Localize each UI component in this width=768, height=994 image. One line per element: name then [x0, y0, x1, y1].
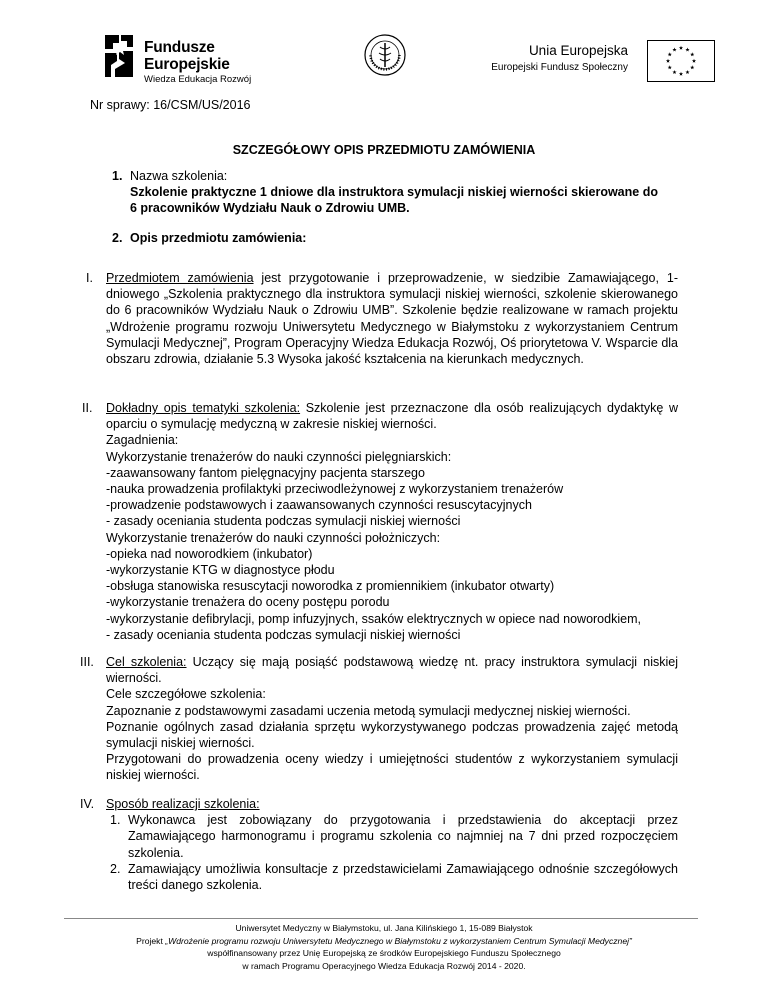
section-2-line: - zasady oceniania studenta podczas symulacji niskiej wierności — [106, 514, 461, 529]
footer-divider — [64, 918, 698, 919]
section-2-line: -obsługa stanowiska resuscytacji noworodka z promiennikiem (inkubator otwarty) — [106, 579, 555, 594]
section-3-line: Zapoznanie z podstawowymi zasadami uczenia metodą symulacji medycznej niskiej wierności. — [106, 703, 631, 718]
eu-subtitle: Europejski Fundusz Społeczny — [491, 61, 628, 73]
section-2-line: Wykorzystanie trenażerów do nauki czynności położniczych: — [106, 530, 441, 545]
section-2-body — [106, 400, 678, 643]
umb-seal-icon — [363, 33, 407, 77]
section-2-numeral: II. — [82, 401, 93, 415]
section-4-item — [110, 861, 678, 893]
eu-flag-icon — [647, 40, 715, 82]
point-1-number: 1. — [112, 169, 123, 183]
section-1-lead: Przedmiotem zamówienia — [106, 271, 254, 285]
point-2-label: Opis przedmiotu zamówienia: — [130, 231, 307, 245]
footer-cofinanced: współfinansowany przez Unię Europejską ze środków Europejskiego Funduszu Społecznego — [207, 948, 561, 959]
footer-project — [0, 935, 768, 948]
section-3-body — [106, 654, 678, 784]
section-1-body — [106, 270, 678, 367]
fe-logo-line1: Fundusze — [144, 39, 215, 56]
section-2-line: Zagadnienia: — [106, 433, 179, 448]
fe-logo-line2: Europejskie — [144, 55, 230, 73]
page-header — [0, 0, 768, 90]
section-3-line: Przygotowani do prowadzenia oceny wiedzy i umiejętności studentów z wykorzystaniem symulacji niskiej wierności. — [106, 752, 678, 783]
fundusze-europejskie-logo-icon — [103, 33, 135, 79]
eu-title: Unia Europejska — [528, 43, 628, 58]
footer-project-prefix: Projekt — [136, 935, 166, 946]
section-2-line: Wykorzystanie trenażerów do nauki czynności pielęgniarskich: — [106, 449, 452, 464]
section-3-lead: Cel szkolenia: — [106, 655, 187, 669]
section-2-line: -opieka nad noworodkiem (inkubator) — [106, 546, 313, 561]
point-1-line1: Szkolenie praktyczne 1 dniowe dla instruktora symulacji niskiej wierności skierowane do — [130, 185, 658, 200]
footer-programme: w ramach Programu Operacyjnego Wiedza Edukacja Rozwój 2014 - 2020. — [242, 960, 526, 971]
point-2-number: 2. — [112, 231, 123, 245]
section-1-text: jest przygotowanie i przeprowadzenie, w siedzibie Zamawiającego, 1-dniowego „Szkolenia praktycznego dla instruktora symulacji niskiej wierności, szkolenie skierowanego do 6 pracowników Wydziału Nauk o Zdrowiu UMB”. Szkolenie będzie realizowane w ramach projektu „Wdrożenie programu rozwoju Uniwersytetu Medycznego w Białymstoku z wykorzystaniem Centrum Symulacji Medycznej”, Program Operacyjny Wiedza Edukacja Rozwój, Oś priorytetowa V. Wsparcie dla obszaru zdrowia, działanie 5.3 Wysoka jakość kształcenia na kierunkach medycznych. — [106, 271, 678, 367]
section-1-numeral: I. — [86, 271, 93, 285]
footer-project-title: „Wdrożenie programu rozwoju Uniwersytetu Medycznego w Białymstoku z wykorzystaniem Centrum Symulacji Medycznej” — [165, 935, 632, 946]
section-2-text: Szkolenie jest przeznaczone dla osób realizujących dydaktykę w oparciu o symulację medyczną w zakresie niskiej wierności. — [106, 401, 678, 432]
section-2-line: -nauka prowadzenia profilaktyki przeciwodleżynowej z wykorzystaniem trenażerów — [106, 482, 564, 497]
fe-logo-line3: Wiedza Edukacja Rozwój — [144, 74, 252, 85]
section-3-text: Uczący się mają posiąść podstawową wiedzę nt. pracy instruktora symulacji niskiej wierności. — [106, 655, 678, 686]
footer-address: Uniwersytet Medyczny w Białymstoku, ul. Jana Kilińskiego 1, 15-089 Białystok — [235, 923, 533, 933]
section-4-item-text: Zamawiający umożliwia konsultacje z przedstawicielami Zamawiającego odnośnie szczegółowych treści danego szkolenia. — [128, 861, 678, 893]
page-footer — [0, 922, 768, 972]
section-3-line: Poznanie ogólnych zasad działania sprzętu wykorzystywanego podczas prowadzenia zajęć metodą symulacji niskiej wierności. — [106, 719, 678, 751]
case-number: Nr sprawy: 16/CSM/US/2016 — [90, 98, 251, 112]
section-2-line: - zasady oceniania studenta podczas symulacji niskiej wierności — [106, 627, 461, 642]
section-2-line: -wykorzystanie trenażera do oceny postępu porodu — [106, 595, 390, 610]
point-1-label: Nazwa szkolenia: — [130, 169, 228, 183]
section-3-line: Cele szczegółowe szkolenia: — [106, 687, 266, 702]
section-2-line: -zaawansowany fantom pielęgnacyjny pacjenta starszego — [106, 465, 425, 480]
fe-logo-text — [144, 40, 251, 85]
point-1-line2: 6 pracowników Wydziału Nauk o Zdrowiu UMB. — [130, 201, 410, 216]
section-2-lead: Dokładny opis tematyki szkolenia: — [106, 401, 301, 415]
section-4-numeral: IV. — [80, 797, 95, 811]
eu-logo-text — [490, 44, 628, 73]
section-3-numeral: III. — [80, 655, 94, 669]
section-4-item — [110, 812, 678, 861]
section-2-line: -wykorzystanie KTG w diagnostyce płodu — [106, 563, 335, 578]
section-4-body — [106, 796, 678, 893]
section-4-lead: Sposób realizacji szkolenia: — [106, 797, 260, 811]
section-2-line: -prowadzenie podstawowych i zaawansowanych czynności resuscytacyjnych — [106, 498, 532, 513]
section-4-item-number: 1. — [110, 813, 121, 828]
document-title: SZCZEGÓŁOWY OPIS PRZEDMIOTU ZAMÓWIENIA — [232, 143, 536, 157]
section-4-item-text: Wykonawca jest zobowiązany do przygotowania i przedstawienia do akceptacji przez Zamawiającego harmonogramu i programu szkolenia co najmniej na 7 dni przed rozpoczęciem szkolenia. — [128, 813, 678, 860]
section-4-item-number: 2. — [110, 861, 121, 876]
section-2-line: -wykorzystanie defibrylacji, pomp infuzyjnych, ssaków elektrycznych w opiece nad noworodkiem, — [106, 611, 641, 626]
